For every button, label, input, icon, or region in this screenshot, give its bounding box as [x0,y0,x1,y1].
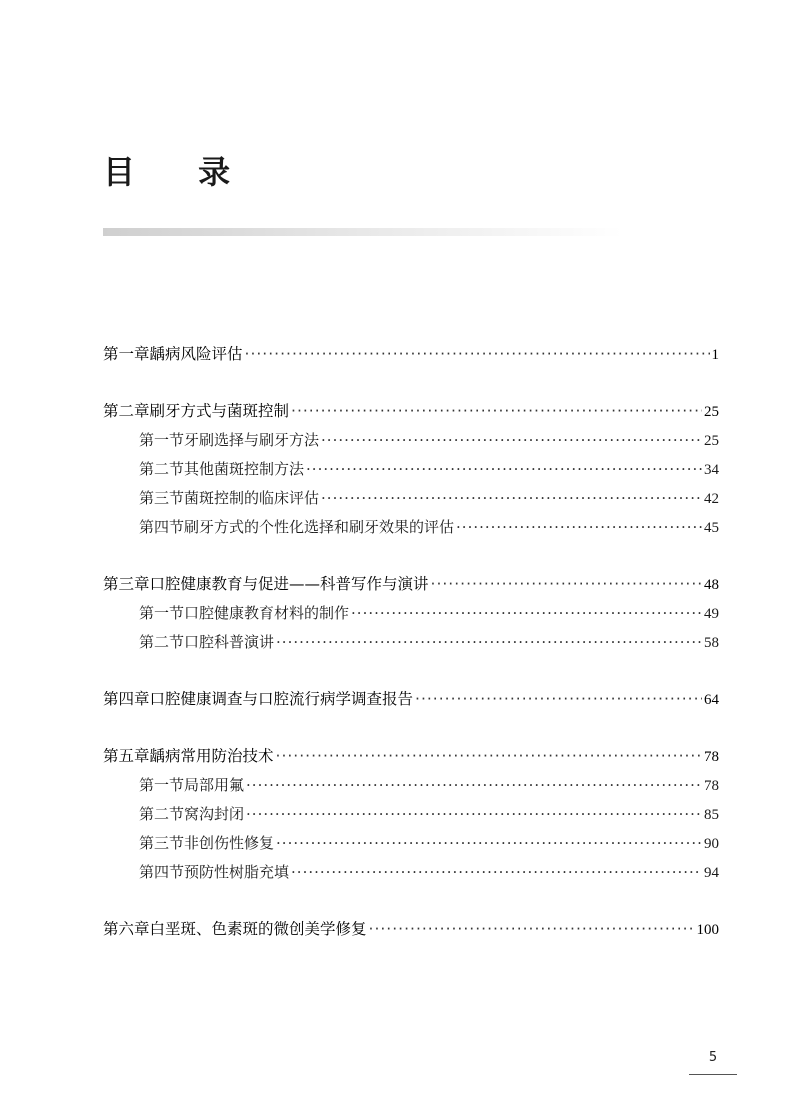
section-page-number: 78 [704,778,719,794]
section-page-number: 42 [704,491,719,507]
toc-chapter-entry[interactable] [103,685,719,714]
chapter-number: 第四章 [103,690,150,708]
section-number: 第一节 [139,431,185,449]
toc-chapter-entry[interactable] [103,742,719,771]
dot-leader [415,685,702,714]
section-number: 第一节 [139,776,185,794]
toc-section-entry[interactable] [103,771,719,800]
toc-chapter-entry[interactable] [103,915,719,944]
chapter-title: 刷牙方式与菌斑控制 [149,402,290,420]
section-page-number: 58 [704,635,719,651]
toc-section-entry[interactable] [103,829,719,858]
toc-section-entry[interactable] [103,800,719,829]
chapter-number: 第六章 [103,920,150,938]
section-number: 第三节 [139,489,185,507]
chapter-title: 龋病风险评估 [149,345,243,363]
chapter-page-number: 100 [696,922,719,938]
dot-leader [306,455,702,484]
dot-leader [276,829,702,858]
dot-leader [276,742,702,771]
page-title: 目 录 [103,153,257,191]
section-number: 第四节 [139,518,185,536]
dot-leader [246,771,702,800]
toc-chapter-entry[interactable] [103,340,719,369]
toc-section-entry[interactable] [103,455,719,484]
toc-chapter-block [103,915,719,944]
dot-leader [245,340,710,369]
section-number: 第二节 [139,460,185,478]
dot-leader [276,628,702,657]
dot-leader [291,397,702,426]
chapter-number: 第一章 [103,345,150,363]
chapter-page-number: 78 [704,749,719,765]
section-number: 第二节 [139,805,185,823]
toc-chapter-entry[interactable] [103,397,719,426]
table-of-contents [103,340,719,972]
toc-chapter-block [103,685,719,714]
section-title: 牙刷选择与刷牙方法 [184,431,320,449]
chapter-page-number: 25 [704,404,719,420]
toc-chapter-block [103,397,719,542]
dot-leader [246,800,702,829]
section-title: 菌斑控制的临床评估 [184,489,320,507]
chapter-number: 第五章 [103,747,150,765]
section-page-number: 45 [704,520,719,536]
chapter-title: 白垩斑、色素斑的微创美学修复 [149,920,367,938]
section-number: 第四节 [139,863,185,881]
title-underline-bar [103,228,623,236]
toc-chapter-block [103,742,719,887]
toc-section-entry[interactable] [103,628,719,657]
dot-leader [321,426,702,455]
toc-section-entry[interactable] [103,513,719,542]
section-page-number: 90 [704,836,719,852]
dot-leader [456,513,702,542]
dot-leader [291,858,702,887]
section-number: 第一节 [139,604,185,622]
section-title: 口腔科普演讲 [184,633,275,651]
toc-chapter-block [103,570,719,657]
section-title: 非创伤性修复 [184,834,275,852]
chapter-title: 龋病常用防治技术 [149,747,274,765]
section-title: 预防性树脂充填 [184,863,290,881]
section-title: 刷牙方式的个性化选择和刷牙效果的评估 [184,518,455,536]
dot-leader [369,915,695,944]
chapter-page-number: 48 [704,577,719,593]
section-page-number: 94 [704,865,719,881]
section-title: 窝沟封闭 [184,805,245,823]
toc-section-entry[interactable] [103,599,719,628]
section-number: 第二节 [139,633,185,651]
chapter-title: 口腔健康教育与促进——科普写作与演讲 [149,575,429,593]
chapter-page-number: 64 [704,692,719,708]
section-page-number: 34 [704,462,719,478]
section-title: 局部用氟 [184,776,245,794]
dot-leader [351,599,702,628]
page-number-rule [689,1074,737,1075]
page-number: 5 [708,1050,718,1065]
section-number: 第三节 [139,834,185,852]
section-page-number: 25 [704,433,719,449]
chapter-title: 口腔健康调查与口腔流行病学调查报告 [149,690,414,708]
dot-leader [321,484,702,513]
section-page-number: 49 [704,606,719,622]
toc-section-entry[interactable] [103,426,719,455]
chapter-page-number: 1 [711,347,719,363]
toc-section-entry[interactable] [103,858,719,887]
section-title: 其他菌斑控制方法 [184,460,305,478]
toc-chapter-entry[interactable] [103,570,719,599]
dot-leader [431,570,702,599]
section-title: 口腔健康教育材料的制作 [184,604,350,622]
toc-section-entry[interactable] [103,484,719,513]
chapter-number: 第三章 [103,575,150,593]
toc-chapter-block [103,340,719,369]
section-page-number: 85 [704,807,719,823]
chapter-number: 第二章 [103,402,150,420]
